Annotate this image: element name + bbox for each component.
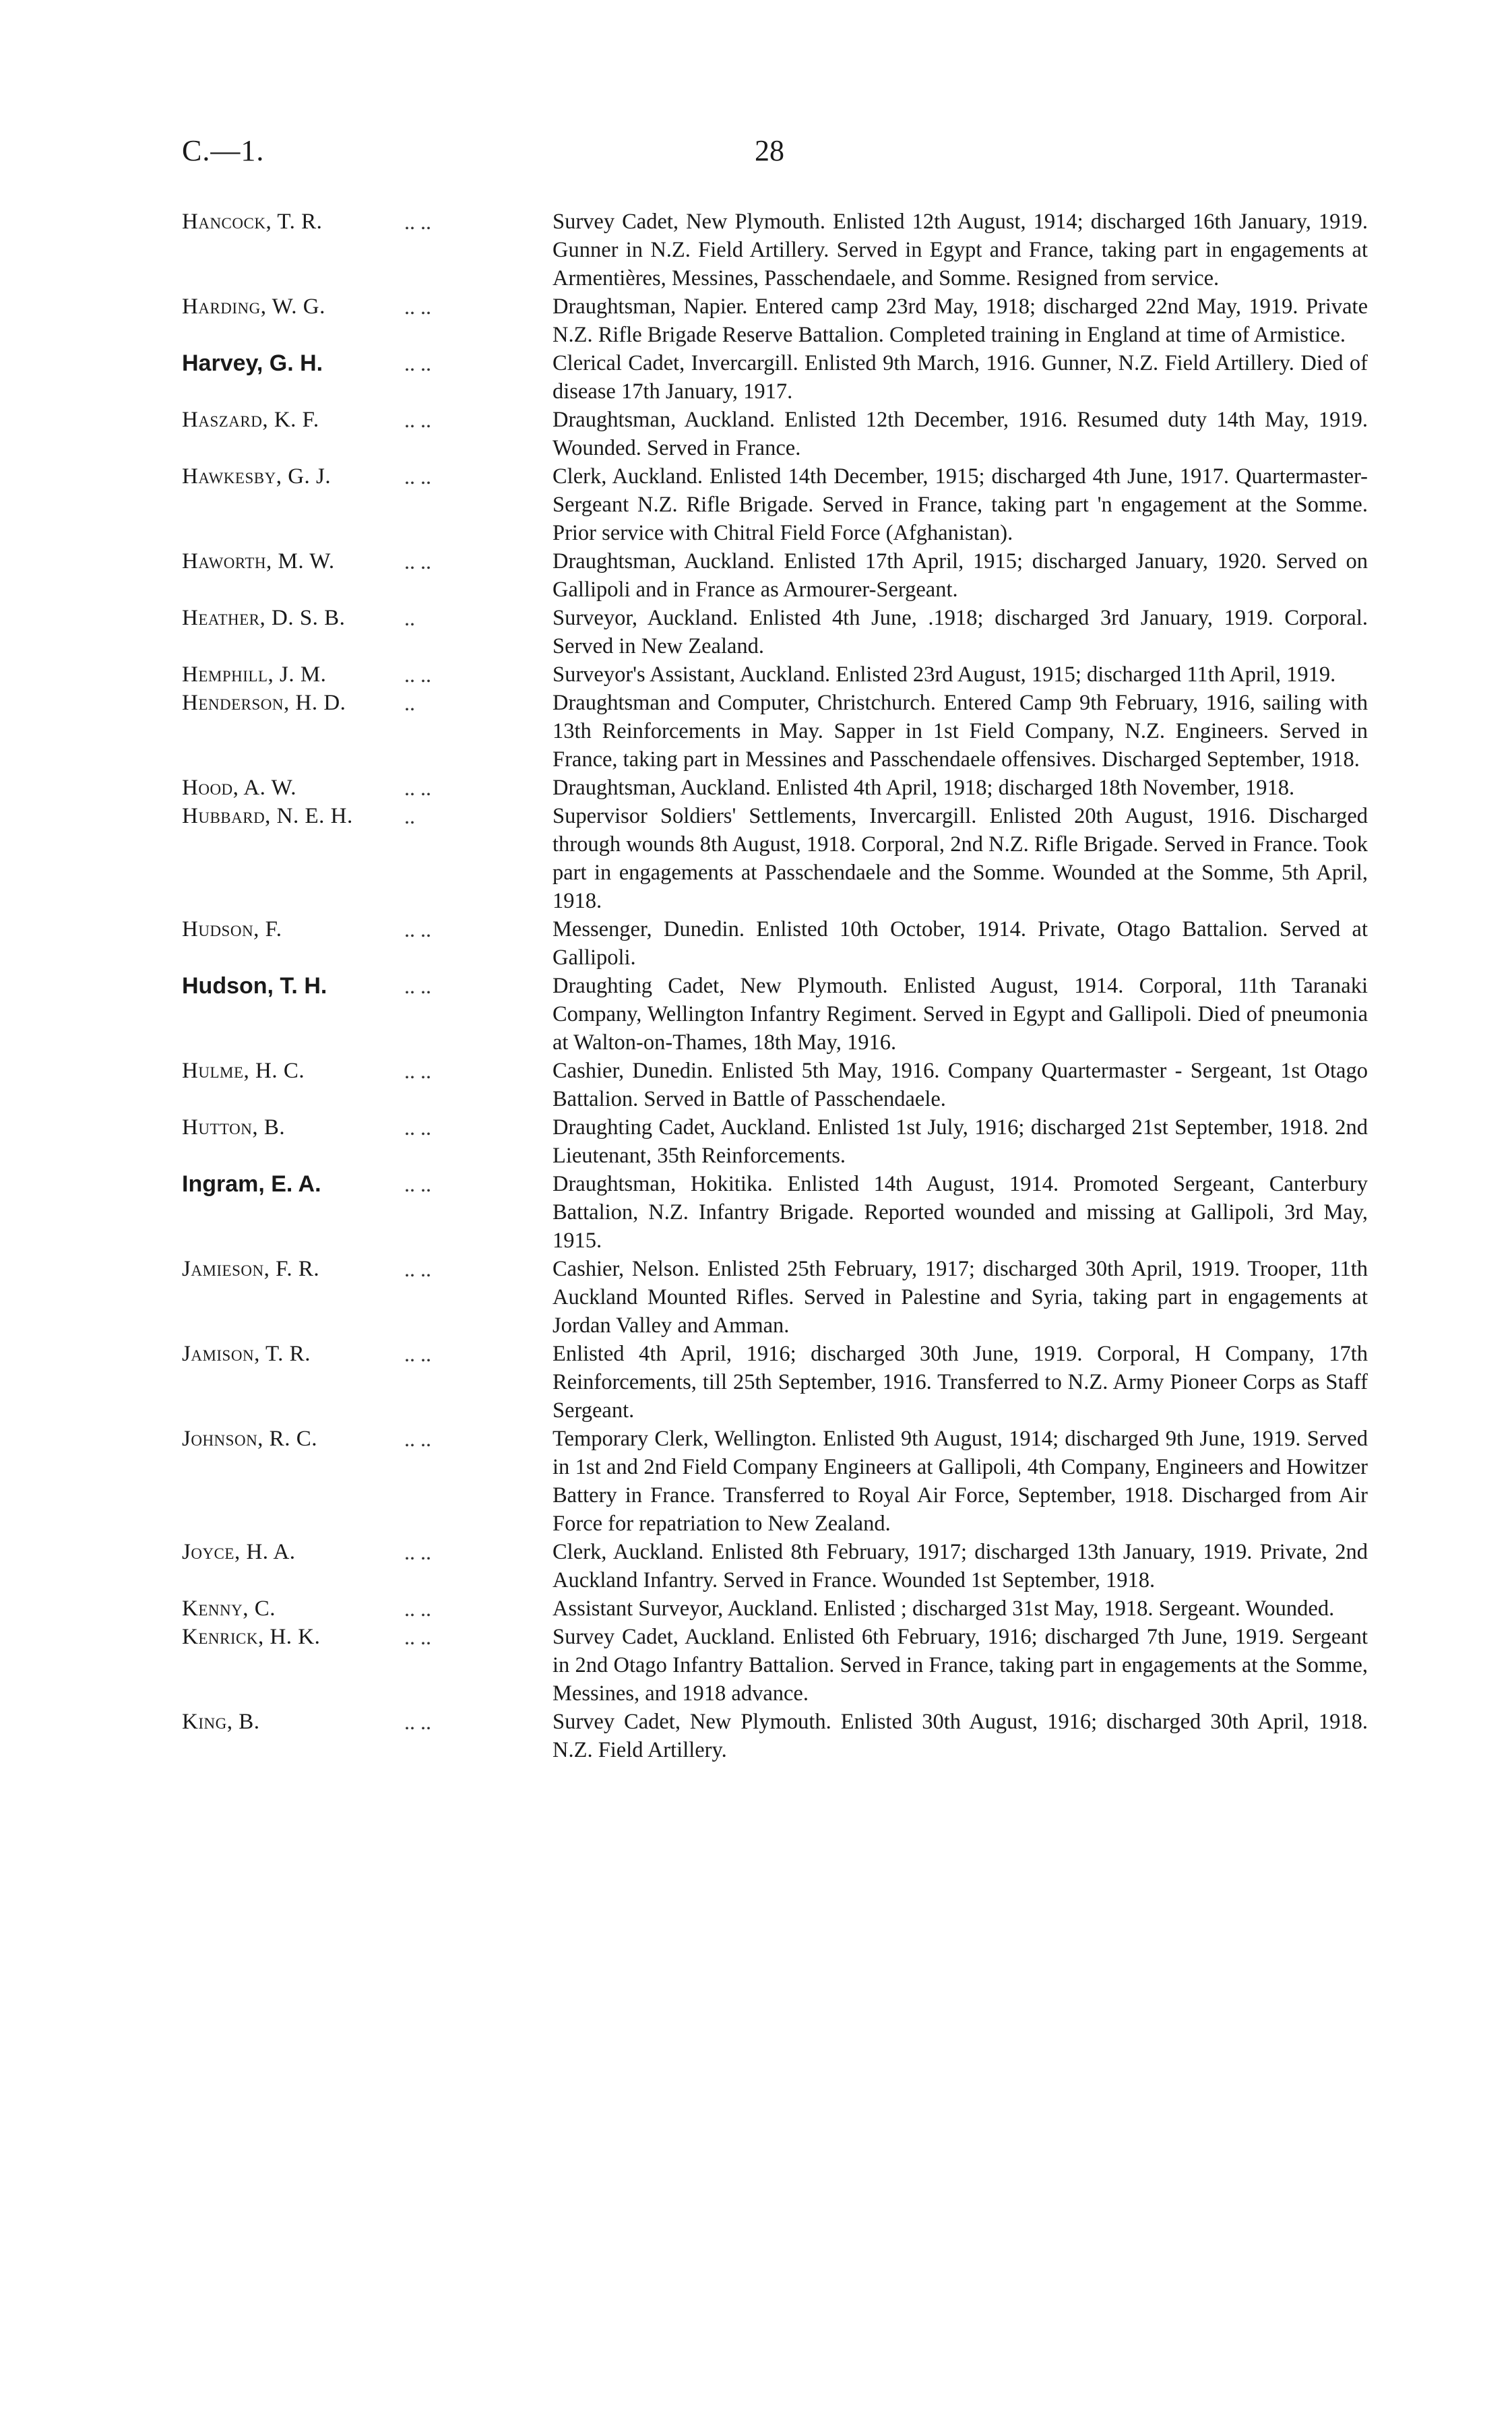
person-name: Kenrick, H. K. [182,1625,321,1649]
dot-leader: .. .. [404,1172,431,1196]
person-name: Hulme, H. C. [182,1059,305,1083]
page-number: 28 [755,134,784,167]
page-reference: C.—1. [182,134,265,167]
list-item [182,689,1368,774]
dot-leader: .. .. [404,1625,431,1649]
dot-leader: .. .. [404,1427,431,1451]
person-name: Harding, W. G. [182,294,325,319]
person-name: Hemphill, J. M. [182,662,327,687]
dot-leader: .. .. [404,662,431,687]
person-name: Harvey, G. H. [182,350,323,376]
person-name: King, B. [182,1710,260,1734]
service-record-text: Assistant Surveyor, Auckland. Enlisted ; discharged 31st May, 1918. Sergeant. Wounded. [553,1596,1335,1621]
list-item [182,1425,1368,1538]
person-name: Haszard, K. F. [182,408,319,432]
dot-leader: .. .. [404,464,431,489]
service-record-list [182,208,1368,1764]
list-item [182,604,1368,660]
dot-leader: .. [404,804,415,828]
dot-leader: .. [404,691,415,715]
person-name: Haworth, M. W. [182,549,335,573]
list-item [182,1057,1368,1113]
dot-leader: .. .. [404,1115,431,1140]
person-name: Hubbard, N. E. H. [182,804,353,828]
list-item [182,1255,1368,1340]
list-item [182,802,1368,915]
service-record-text: Messenger, Dunedin. Enlisted 10th October, 1914. Private, Otago Battalion. Served at Gallipoli. [553,917,1368,970]
person-name: Heather, D. S. B. [182,606,346,630]
list-item [182,1623,1368,1708]
person-name: Joyce, H. A. [182,1540,296,1564]
service-record-text: Clerk, Auckland. Enlisted 8th February, 1917; discharged 13th January, 1919. Private, 2nd Auckland Infantry. Served in France. Wounded 1st September, 1918. [553,1540,1368,1592]
list-item [182,292,1368,349]
person-name: Hudson, F. [182,917,282,941]
service-record-text: Draughtsman, Hokitika. Enlisted 14th August, 1914. Promoted Sergeant, Canterbury Battalion, N.Z. Infantry Brigade. Reported wounded and missing at Gallipoli, 3rd May, 1915. [553,1172,1368,1253]
person-name: Jamison, T. R. [182,1342,311,1366]
service-record-text: Cashier, Dunedin. Enlisted 5th May, 1916. Company Quartermaster - Sergeant, 1st Otago Battalion. Served in Battle of Passchendaele. [553,1059,1368,1111]
service-record-text: Surveyor, Auckland. Enlisted 4th June, .1918; discharged 3rd January, 1919. Corporal. Served in New Zealand. [553,606,1368,658]
service-record-text: Survey Cadet, New Plymouth. Enlisted 30th August, 1916; discharged 30th April, 1918. N.Z. Field Artillery. [553,1710,1368,1762]
service-record-text: Enlisted 4th April, 1916; discharged 30th June, 1919. Corporal, H Company, 17th Reinforcements, till 25th September, 1916. Transferred to N.Z. Army Pioneer Corps as Staff Sergeant. [553,1342,1368,1423]
dot-leader: .. .. [404,1342,431,1366]
dot-leader: .. .. [404,974,431,998]
service-record-text: Temporary Clerk, Wellington. Enlisted 9th August, 1914; discharged 9th June, 1919. Served in 1st and 2nd Field Company Engineers at Gallipoli, 4th Company, Engineers and Howitzer Battery in France. Transferred to Royal Air Force, September, 1918. Discharged from Air Force for repatriation to New Zealand. [553,1427,1368,1536]
service-record-text: Draughtsman, Auckland. Enlisted 4th April, 1918; discharged 18th November, 1918. [553,776,1295,800]
dot-leader: .. [404,606,415,630]
dot-leader: .. .. [404,549,431,573]
service-record-text: Surveyor's Assistant, Auckland. Enlisted 23rd August, 1915; discharged 11th April, 1919. [553,662,1336,687]
person-name: Kenny, C. [182,1596,276,1621]
person-name: Hancock, T. R. [182,210,323,234]
list-item [182,462,1368,547]
person-name: Hawkesby, G. J. [182,464,332,489]
dot-leader: .. .. [404,351,431,375]
list-item [182,406,1368,462]
person-name: Hudson, T. H. [182,973,327,999]
list-item [182,349,1368,406]
service-record-text: Draughtsman and Computer, Christchurch. Entered Camp 9th February, 1916, sailing with 13th Reinforcements in May. Sapper in 1st Field Company, N.Z. Engineers. Served in France, taking part in Messines and Passchendaele offensives. Discharged September, 1918. [553,691,1368,772]
list-item [182,1538,1368,1594]
service-record-text: Draughtsman, Napier. Entered camp 23rd May, 1918; discharged 22nd May, 1919. Private N.Z. Rifle Brigade Reserve Battalion. Completed training in England at time of Armistice. [553,294,1368,347]
list-item [182,1340,1368,1425]
person-name: Hood, A. W. [182,776,296,800]
list-item [182,1170,1368,1255]
service-record-text: Draughting Cadet, Auckland. Enlisted 1st July, 1916; discharged 21st September, 1918. 2nd Lieutenant, 35th Reinforcements. [553,1115,1368,1168]
person-name: Hutton, B. [182,1115,286,1140]
list-item [182,1708,1368,1764]
list-item [182,915,1368,972]
person-name: Henderson, H. D. [182,691,346,715]
list-item [182,547,1368,604]
service-record-text: Draughtsman, Auckland. Enlisted 12th December, 1916. Resumed duty 14th May, 1919. Wounded. Served in France. [553,408,1368,460]
dot-leader: .. .. [404,1059,431,1083]
list-item [182,774,1368,802]
dot-leader: .. .. [404,917,431,941]
service-record-text: Draughting Cadet, New Plymouth. Enlisted August, 1914. Corporal, 11th Taranaki Company, Wellington Infantry Regiment. Served in Egypt and Gallipoli. Died of pneumonia at Walton-on-Thames, 18th May, 1916. [553,974,1368,1055]
list-item [182,660,1368,689]
dot-leader: .. .. [404,1710,431,1734]
dot-leader: .. .. [404,210,431,234]
dot-leader: .. .. [404,1596,431,1621]
list-item [182,1594,1368,1623]
dot-leader: .. .. [404,408,431,432]
service-record-text: Supervisor Soldiers' Settlements, Invercargill. Enlisted 20th August, 1916. Discharged through wounds 8th August, 1918. Corporal, 2nd N.Z. Rifle Brigade. Served in France. Took part in engagements at Passchendaele and the Somme. Wounded at the Somme, 5th April, 1918. [553,804,1368,913]
service-record-text: Clerical Cadet, Invercargill. Enlisted 9th March, 1916. Gunner, N.Z. Field Artillery. Died of disease 17th January, 1917. [553,351,1368,404]
dot-leader: .. .. [404,1540,431,1564]
dot-leader: .. .. [404,294,431,319]
service-record-text: Clerk, Auckland. Enlisted 14th December, 1915; discharged 4th June, 1917. Quartermaster-Sergeant N.Z. Rifle Brigade. Served in France, taking part 'n engagement at the Somme. Prior service with Chitral Field Force (Afghanistan). [553,464,1368,545]
dot-leader: .. .. [404,776,431,800]
person-name: Ingram, E. A. [182,1171,321,1197]
service-record-text: Survey Cadet, New Plymouth. Enlisted 12th August, 1914; discharged 16th January, 1919. Gunner in N.Z. Field Artillery. Served in Egypt and France, taking part in engagements at Armentières, Messines, Passchendaele, and Somme. Resigned from service. [553,210,1368,290]
list-item [182,208,1368,292]
dot-leader: .. .. [404,1257,431,1281]
service-record-text: Survey Cadet, Auckland. Enlisted 6th February, 1916; discharged 7th June, 1919. Sergeant in 2nd Otago Infantry Battalion. Served in France, taking part in engagements at the Somme, Messines, and 1918 advance. [553,1625,1368,1706]
person-name: Johnson, R. C. [182,1427,317,1451]
service-record-text: Draughtsman, Auckland. Enlisted 17th April, 1915; discharged January, 1920. Served on Gallipoli and in France as Armourer-Sergeant. [553,549,1368,602]
list-item [182,972,1368,1057]
service-record-text: Cashier, Nelson. Enlisted 25th February, 1917; discharged 30th April, 1919. Trooper, 11th Auckland Mounted Rifles. Served in Palestine and Syria, taking part in engagements at Jordan Valley and Amman. [553,1257,1368,1338]
person-name: Jamieson, F. R. [182,1257,320,1281]
list-item [182,1113,1368,1170]
